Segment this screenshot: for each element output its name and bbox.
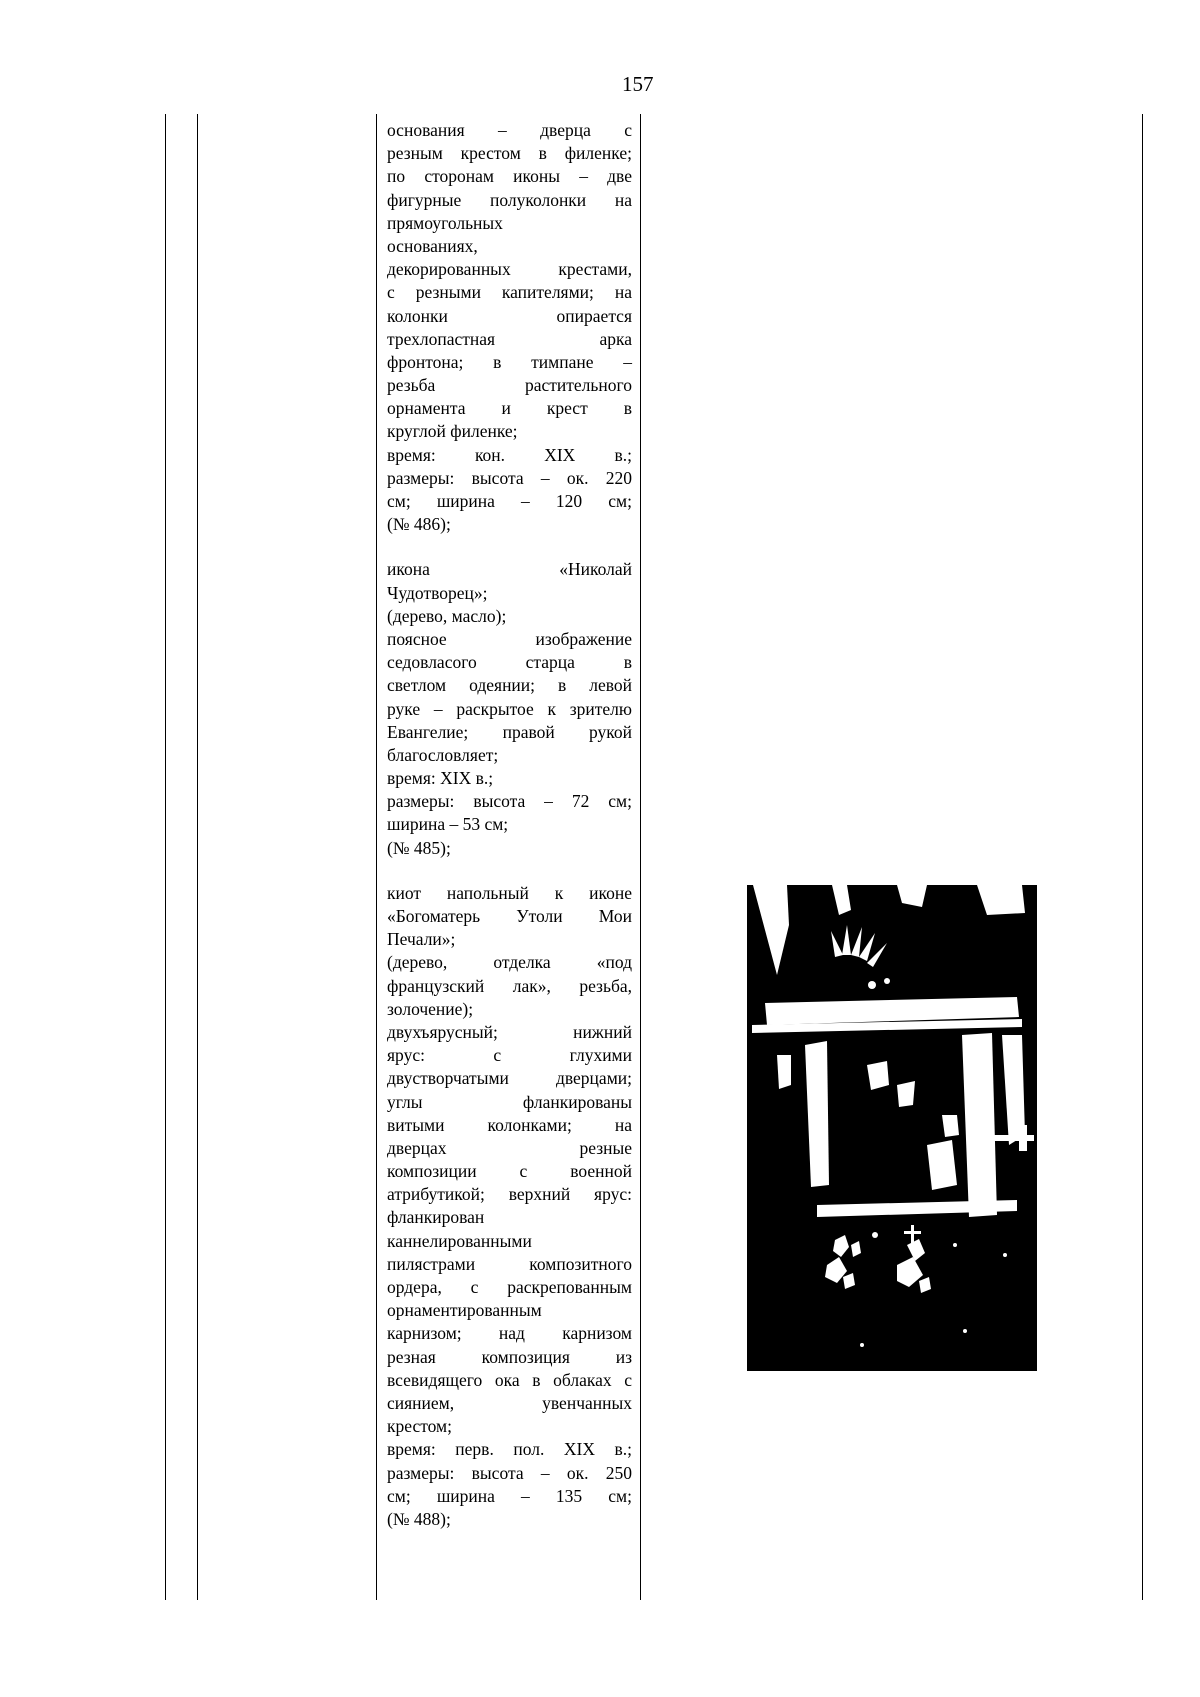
- entry-line: время: перв. пол. XIX в.;: [387, 1439, 632, 1460]
- entry-line: время: кон. XIX в.;: [387, 444, 632, 465]
- entry-line: (№ 488);: [387, 1508, 451, 1529]
- entry-line: см; ширина – 120 см;: [387, 491, 632, 511]
- entry-line: трехлопастная арка: [387, 328, 632, 349]
- entry-line: (дерево, масло);: [387, 605, 507, 626]
- entry-line: орнаментированным: [387, 1300, 542, 1321]
- entry-line: двухъярусный; нижний: [387, 1021, 632, 1042]
- entry-line: Чудотворец»;: [387, 582, 488, 603]
- entry-line: резная композиция из: [387, 1346, 632, 1367]
- entry-line: икона «Николай: [387, 559, 632, 580]
- entry-line: (дерево, отделка «под: [387, 952, 632, 973]
- catalog-entry: [387, 558, 632, 859]
- entry-line: атрибутикой; верхний ярус:: [387, 1184, 632, 1205]
- entry-line: карнизом; над карнизом: [387, 1323, 632, 1344]
- entry-line: поясное изображение: [387, 628, 632, 649]
- entry-line: основаниях,: [387, 235, 478, 256]
- entry-line: витыми колонками; на: [387, 1114, 632, 1135]
- description-column: [387, 119, 632, 1553]
- table-border-col2: [376, 114, 377, 1600]
- entry-line: киот напольный к иконе: [387, 882, 632, 903]
- entry-line: с резными капителями; на: [387, 282, 632, 303]
- entry-line: руке – раскрытое к зрителю: [387, 698, 632, 719]
- entry-line: ярус: с глухими: [387, 1045, 632, 1066]
- table-border-right: [1142, 114, 1143, 1600]
- entry-line: крестом;: [387, 1416, 452, 1437]
- entry-line: декорированных крестами,: [387, 259, 632, 280]
- entry-line: круглой филенке;: [387, 421, 518, 442]
- catalog-entry: [387, 119, 632, 536]
- kiot-photo: [747, 885, 1037, 1371]
- entry-line: Печали»;: [387, 929, 456, 950]
- entry-line: (№ 485);: [387, 837, 451, 858]
- entry-line: светлом одеянии; в левой: [387, 675, 632, 696]
- entry-line: каннелированными: [387, 1230, 532, 1251]
- page-number: 157: [622, 72, 654, 96]
- entry-line: пилястрами композитного: [387, 1253, 632, 1274]
- entry-line: орнамента и крест в: [387, 398, 632, 419]
- entry-line: фланкирован: [387, 1207, 485, 1228]
- entry-line: (№ 486);: [387, 514, 451, 535]
- entry-line: Евангелие; правой рукой: [387, 721, 632, 742]
- table-border-left-outer: [165, 114, 166, 1600]
- entry-line: см; ширина – 135 см;: [387, 1485, 632, 1506]
- entry-line: углы фланкированы: [387, 1091, 632, 1112]
- entry-line: размеры: высота – ок. 220: [387, 467, 632, 488]
- entry-line: размеры: высота – 72 см;: [387, 791, 632, 812]
- entry-line: прямоугольных: [387, 212, 503, 233]
- entry-line: колонки опирается: [387, 305, 632, 326]
- entry-line: благословляет;: [387, 744, 499, 765]
- table-border-col3: [640, 114, 641, 1600]
- entry-line: всевидящего ока в облаках с: [387, 1369, 632, 1390]
- entry-line: фронтона; в тимпане –: [387, 351, 632, 372]
- kiot-photo-image: [747, 885, 1037, 1371]
- table-border-col1: [197, 114, 198, 1600]
- entry-line: седовласого старца в: [387, 652, 632, 673]
- entry-line: французский лак», резьба,: [387, 975, 632, 996]
- entry-line: двустворчатыми дверцами;: [387, 1068, 632, 1089]
- entry-line: время: XIX в.;: [387, 768, 494, 789]
- entry-line: основания – дверца с: [387, 120, 632, 140]
- entry-line: композиции с военной: [387, 1161, 632, 1182]
- entry-line: по сторонам иконы – две: [387, 166, 632, 187]
- entry-line: золочение);: [387, 998, 474, 1019]
- entry-line: дверцах резные: [387, 1137, 632, 1158]
- entry-line: резным крестом в филенке;: [387, 143, 632, 164]
- entry-line: резьба растительного: [387, 375, 632, 396]
- entry-line: фигурные полуколонки на: [387, 189, 632, 210]
- entry-line: размеры: высота – ок. 250: [387, 1462, 632, 1483]
- catalog-entry: [387, 882, 632, 1531]
- entry-line: ордера, с раскрепованным: [387, 1277, 632, 1297]
- entry-line: сиянием, увенчанных: [387, 1392, 632, 1413]
- entry-line: ширина – 53 см;: [387, 814, 509, 835]
- entry-line: «Богоматерь Утоли Мои: [387, 906, 632, 926]
